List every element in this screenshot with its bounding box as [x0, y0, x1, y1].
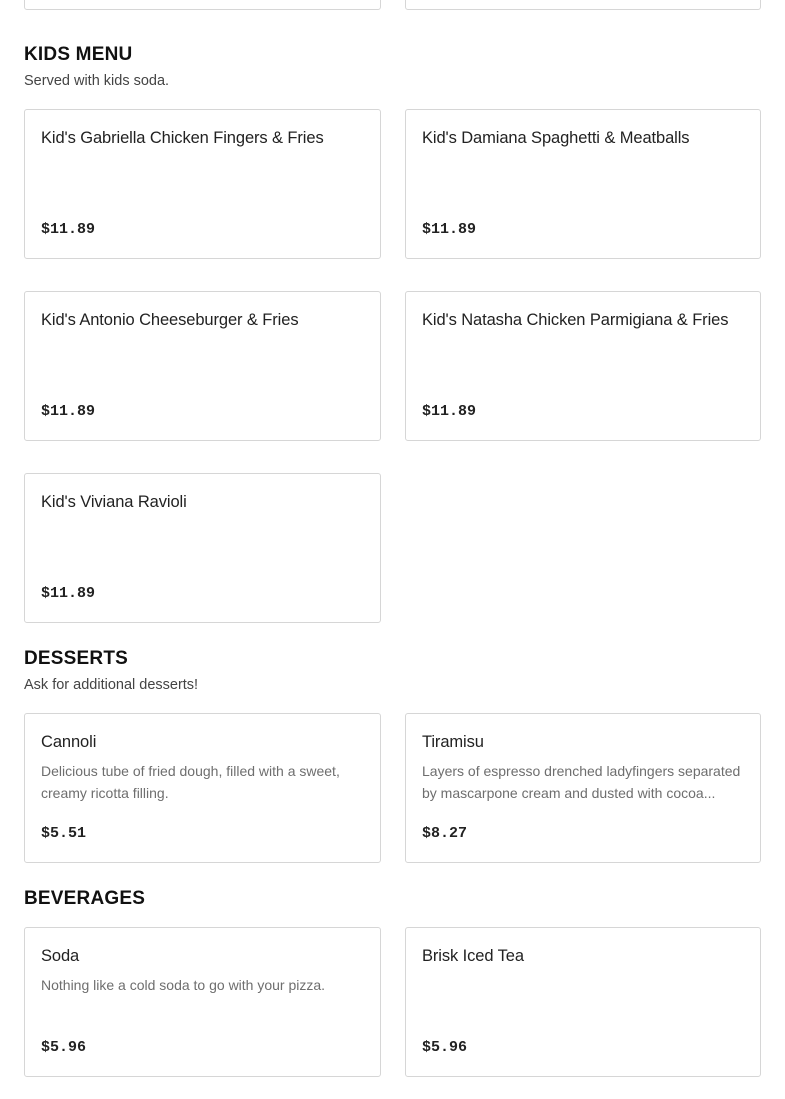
- menu-item-price: $8.27: [422, 825, 468, 842]
- menu-item-description: Layers of espresso drenched ladyfingers separated by mascarpone cream and dusted with cocoa...: [422, 763, 741, 801]
- menu-item-price: $11.89: [422, 221, 477, 238]
- menu-item-card[interactable]: [24, 109, 381, 259]
- menu-item-card[interactable]: [24, 473, 381, 623]
- menu-item-price: $11.89: [422, 403, 477, 420]
- menu-item-card[interactable]: [24, 291, 381, 441]
- menu-item-price: $11.89: [41, 221, 96, 238]
- menu-item-card[interactable]: [405, 713, 761, 863]
- section-subtitle-desserts: Ask for additional desserts!: [24, 677, 199, 693]
- menu-item-name: Kid's Damiana Spaghetti & Meatballs: [422, 129, 690, 147]
- menu-item-price: $11.89: [41, 585, 96, 602]
- section-title-kids-menu: KIDS MENU: [24, 44, 133, 65]
- section-subtitle-kids-menu: Served with kids soda.: [24, 73, 170, 89]
- menu-item-card[interactable]: [405, 109, 761, 259]
- menu-item-card[interactable]: [24, 927, 381, 1077]
- menu-item-price: $5.51: [41, 825, 87, 842]
- menu-item-name: Cannoli: [41, 733, 97, 751]
- menu-item-name: Kid's Viviana Ravioli: [41, 493, 187, 511]
- menu-item-card[interactable]: [405, 927, 761, 1077]
- menu-item-description: Delicious tube of fried dough, filled with a sweet, creamy ricotta filling.: [41, 763, 340, 801]
- section-title-desserts: DESSERTS: [24, 648, 129, 669]
- menu-item-price: $11.89: [41, 403, 96, 420]
- menu-item-name: Tiramisu: [422, 733, 484, 751]
- menu-item-price: $5.96: [41, 1039, 87, 1056]
- menu-item-name: Kid's Antonio Cheeseburger & Fries: [41, 311, 299, 329]
- menu-item-card-partial[interactable]: [24, 0, 381, 10]
- menu-item-name: Brisk Iced Tea: [422, 947, 524, 965]
- menu-item-name: Kid's Gabriella Chicken Fingers & Fries: [41, 129, 324, 147]
- menu-item-name: Soda: [41, 947, 80, 965]
- menu-item-card[interactable]: [405, 291, 761, 441]
- menu-item-price: $5.96: [422, 1039, 468, 1056]
- menu-item-name: Kid's Natasha Chicken Parmigiana & Fries: [422, 311, 729, 329]
- section-title-beverages: BEVERAGES: [24, 888, 146, 909]
- menu-item-card-partial[interactable]: [405, 0, 761, 10]
- menu-item-description: Nothing like a cold soda to go with your pizza.: [41, 977, 326, 993]
- menu-item-card[interactable]: [24, 713, 381, 863]
